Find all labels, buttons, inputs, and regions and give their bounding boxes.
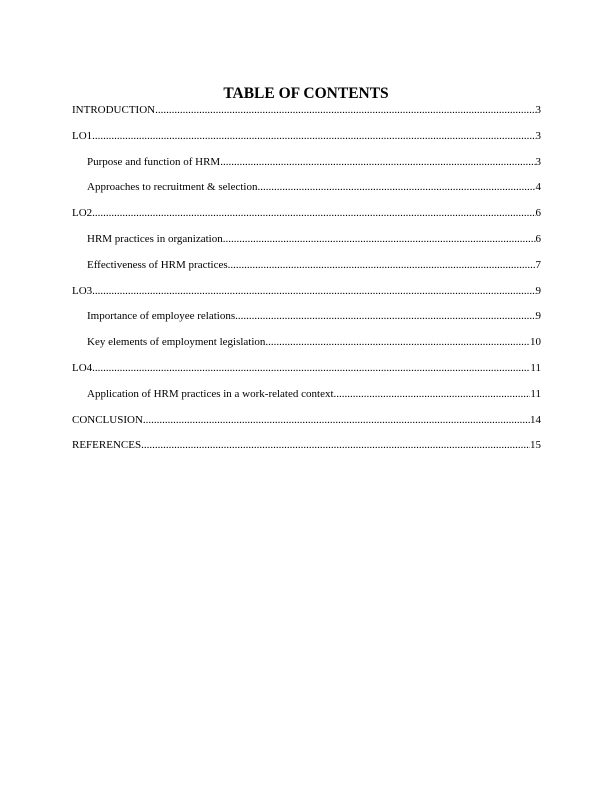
toc-entry-label: Importance of employee relations	[87, 310, 236, 323]
toc-entry-page: 3	[535, 155, 541, 168]
dot-leader	[92, 128, 535, 144]
toc-entry-page: 4	[535, 181, 541, 194]
toc-entry-lo1[interactable]	[72, 128, 541, 154]
dot-leader	[155, 102, 535, 118]
toc-entry-lo3[interactable]	[72, 283, 541, 309]
toc-entry-page: 11	[530, 387, 541, 400]
dot-leader	[92, 360, 530, 376]
toc-entry-label: Application of HRM practices in a work-related context	[87, 387, 334, 400]
toc-entry-label: LO3	[72, 284, 93, 297]
toc-entry-label: LO2	[72, 207, 93, 220]
toc-entry-label: Purpose and function of HRM	[87, 155, 221, 168]
toc-entry-page: 14	[530, 413, 541, 426]
toc-entry-label: LO4	[72, 361, 93, 374]
dot-leader	[92, 205, 535, 221]
toc-entry-effectiveness-hrm[interactable]	[72, 257, 541, 283]
toc-entry-page: 3	[535, 104, 541, 116]
toc-entry-label: CONCLUSION	[72, 413, 143, 426]
dot-leader	[265, 334, 530, 350]
toc-entry-page: 15	[530, 439, 541, 452]
dot-leader	[235, 308, 535, 324]
dot-leader	[143, 412, 530, 428]
toc-entry-page: 10	[530, 336, 541, 349]
toc-entry-purpose-function-hrm[interactable]	[72, 154, 541, 180]
toc-entry-introduction[interactable]	[72, 102, 541, 128]
toc-entry-employee-relations[interactable]	[72, 308, 541, 334]
toc-entry-page: 11	[530, 361, 541, 374]
toc-entry-page: 9	[535, 310, 541, 323]
toc-entry-hrm-practices[interactable]	[72, 231, 541, 257]
toc-entry-label: Approaches to recruitment & selection	[87, 181, 258, 194]
toc-entry-label: Key elements of employment legislation	[87, 336, 266, 349]
toc-entry-label: REFERENCES	[72, 439, 142, 452]
toc-entry-page: 7	[535, 258, 541, 271]
toc-entry-references[interactable]	[72, 437, 541, 463]
dot-leader	[334, 386, 531, 402]
toc-entry-application-hrm[interactable]	[72, 386, 541, 412]
toc-entry-page: 6	[535, 207, 541, 220]
toc-entry-lo2[interactable]	[72, 205, 541, 231]
toc-entry-recruitment-selection[interactable]	[72, 179, 541, 205]
toc-entry-conclusion[interactable]	[72, 412, 541, 438]
toc-entry-lo4[interactable]	[72, 360, 541, 386]
dot-leader	[92, 283, 535, 299]
dot-leader	[223, 231, 536, 247]
dot-leader	[257, 179, 535, 195]
toc-entry-label: Effectiveness of HRM practices	[87, 258, 228, 271]
toc-entry-page: 3	[535, 129, 541, 142]
toc-entry-page: 9	[535, 284, 541, 297]
toc-entry-label: HRM practices in organization	[87, 232, 223, 245]
toc-list	[72, 102, 541, 463]
toc-title: TABLE OF CONTENTS	[223, 85, 389, 102]
toc-entry-label: INTRODUCTION	[72, 104, 156, 116]
toc-entry-employment-legislation[interactable]	[72, 334, 541, 360]
dot-leader	[141, 437, 530, 453]
toc-entry-label: LO1	[72, 129, 93, 142]
toc-entry-page: 6	[535, 232, 541, 245]
dot-leader	[228, 257, 536, 273]
dot-leader	[220, 154, 535, 170]
